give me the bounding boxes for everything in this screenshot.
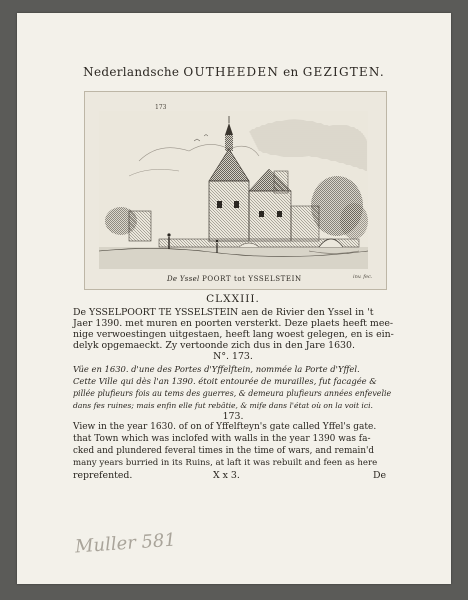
- english-line-1: View in the year 1630. of on of Yffelfteyn's gate called Yffel's gate.: [73, 422, 377, 432]
- engraving-image: [99, 111, 368, 269]
- page-heading: [17, 65, 451, 79]
- heading-prefix: Nederlandsche: [83, 65, 180, 79]
- english-line-2: that Town which was inclofed with walls in the year 1390 was fa-: [73, 434, 371, 444]
- dutch-line-4: delyk opgemaeckt. Zy vertoonde zich dus in den Jare 1630.: [73, 340, 355, 351]
- caption-main: POORT tot YSSELSTEIN: [202, 275, 302, 283]
- plate-caption: [167, 275, 302, 283]
- french-line-2: Cette Ville qui dès l'an 1390. étoit entourée de murailles, fut facagée &: [73, 376, 377, 386]
- english-line-3: cked and plundered feveral times in the time of wars, and remain'd: [73, 446, 375, 456]
- french-line-4: dans fes ruines; mais enfin elle fut rebâtie, & mife dans l'état où on la voit ici.: [73, 401, 373, 410]
- dutch-line-1: De YSSELPOORT TE YSSELSTEIN aen de Rivier den Yssel in 't: [73, 307, 374, 318]
- heading-join: en: [283, 65, 299, 79]
- english-number: 173.: [222, 411, 244, 422]
- english-last-line: [73, 470, 393, 481]
- heading-end: GEZIGTEN.: [302, 65, 385, 79]
- print-sheet: [17, 13, 451, 584]
- signature-mark: X x 3.: [213, 470, 240, 481]
- engraver-mark: inv. fec.: [353, 274, 373, 280]
- dutch-line-2: Jaer 1390. met muren en poorten versterkt. Deze plaets heeft mee-: [73, 318, 394, 329]
- english-last-word: reprefented.: [73, 470, 133, 481]
- roman-numeral: CLXXIII.: [206, 293, 260, 305]
- pencil-annotation: Muller 581: [74, 529, 177, 558]
- french-line-3: pillée plufieurs fois au tems des guerres, & demeura plufieurs années enfevelie: [73, 389, 392, 398]
- catchword: De: [373, 470, 387, 481]
- plate-number: 173: [155, 104, 167, 111]
- heading-main: OUTHEEDEN: [183, 65, 280, 79]
- french-line-1: Vüe en 1630. d'une des Portes d'Yffelftein, nommée la Porte d'Yffel.: [73, 364, 360, 374]
- caption-italic: De Yssel: [167, 275, 200, 283]
- french-number: N°. 173.: [213, 351, 253, 362]
- english-line-4: many years burried in its Ruins, at laft it was rebuilt and feen as here: [73, 458, 378, 468]
- dutch-line-3: nige verwoestingen uitgestaen, heeft lang woest gelegen, en is ein-: [73, 329, 394, 340]
